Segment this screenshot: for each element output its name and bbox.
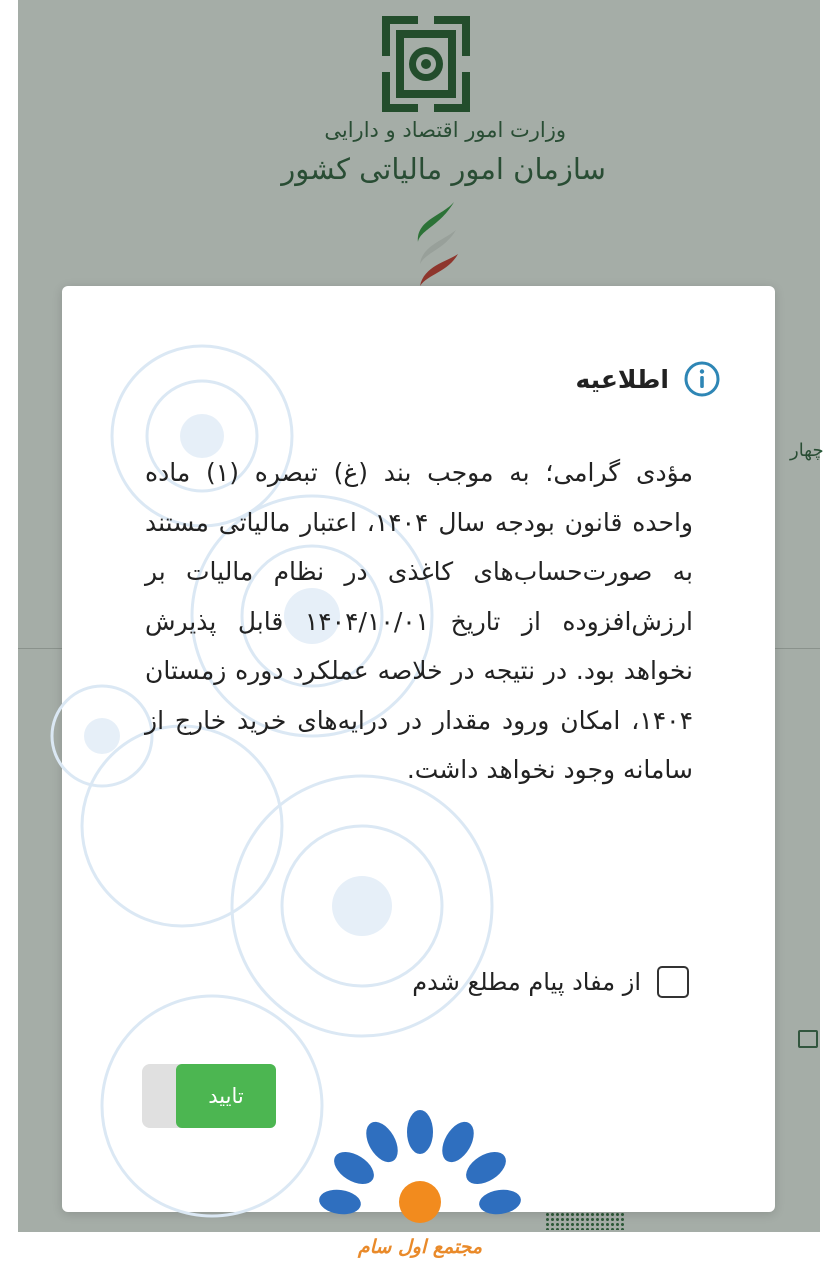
notice-message: مؤدی گرامی؛ به موجب بند (غ) تبصره (۱) ماده واحده قانون بودجه سال ۱۴۰۴، اعتبار مالیاتی مستند به صورت‌حساب‌های کاغذی در نظام مالیات بر ارزش‌افزوده از تاریخ ۱۴۰۴/۱۰/۰۱ قابل پذیرش نخواهد بود. در نتیجه در خلاصه عملکرد دوره زمستان ۱۴۰۴، امکان ورود مقدار در درایه‌های خرید خارج از سامانه وجود نخواهد داشت. [145,458,693,784]
organization-name: سازمان امور مالیاتی کشور [281,152,606,186]
side-tab-label[interactable]: چهار [790,440,824,461]
dotted-pattern [545,1212,625,1230]
watermark-text: مجتمع اول سام [357,1236,483,1258]
confirm-button[interactable]: تایید [176,1064,276,1128]
info-icon [683,360,721,398]
confirm-button-container [142,1064,276,1128]
notice-modal [62,286,775,1212]
ministry-name: وزارت امور اقتصاد و دارایی [324,118,566,142]
modal-header [575,360,721,398]
acknowledge-label: از مفاد پیام مطلع شدم [412,968,641,996]
modal-title: اطلاعیه [575,364,669,394]
acknowledge-checkbox[interactable] [657,966,689,998]
acknowledge-option[interactable] [412,966,689,998]
